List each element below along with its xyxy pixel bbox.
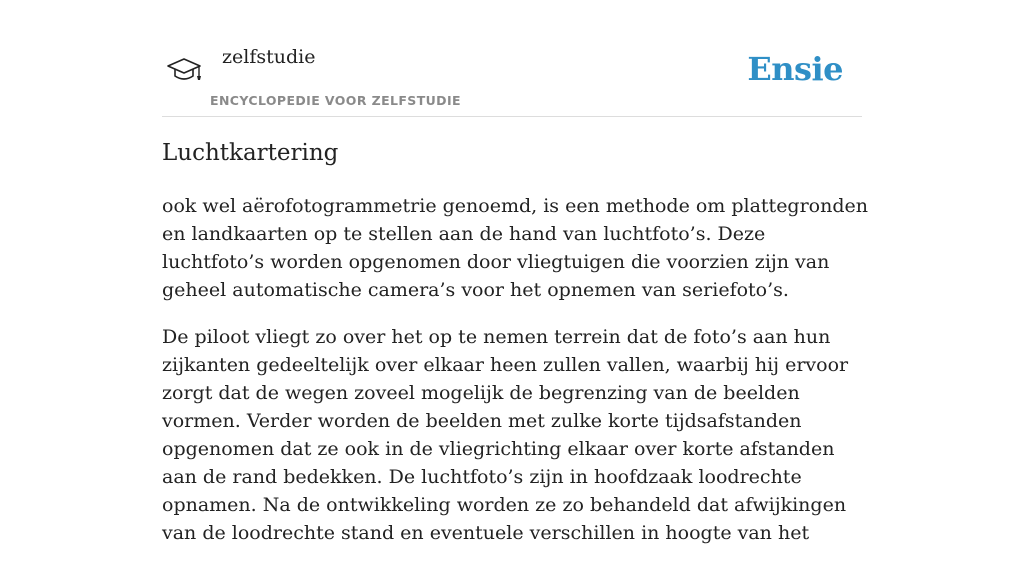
site-tagline: ENCYCLOPEDIE VOOR ZELFSTUDIE — [210, 93, 461, 108]
page — [162, 0, 868, 544]
graduation-cap-icon[interactable] — [166, 56, 202, 86]
article-title: Luchtkartering — [162, 140, 339, 166]
brand-logo[interactable]: Ensie — [747, 50, 843, 88]
site-name[interactable]: zelfstudie — [222, 46, 316, 68]
site-header — [162, 0, 862, 117]
article-body — [162, 192, 872, 566]
article-paragraph: De piloot vliegt zo over het op te nemen terrein dat de foto’s aan hun zijkanten gedeeltelijk over elkaar heen zullen vallen, waarbij hij ervoor zorgt dat de wegen zoveel mogelijk de begrenzing van de beelden vormen. Verder worden de beelden met zulke korte tijdsafstanden opgenomen dat ze ook in de vliegrichting elkaar over korte afstanden aan de rand bedekken. De luchtfoto’s zijn in hoofdzaak loodrechte opnamen. Na de ontwikkeling worden ze zo behandeld dat afwijkingen van de loodrechte stand en eventuele verschillen in hoogte van het — [162, 326, 849, 544]
article-paragraph: ook wel aërofotogrammetrie genoemd, is een methode om plattegronden en landkaarten op te stellen aan de hand van luchtfoto’s. Deze luchtfoto’s worden opgenomen door vliegtuigen die voorzien zijn van geheel automatische camera’s voor het opnemen van seriefoto’s. — [162, 195, 868, 301]
